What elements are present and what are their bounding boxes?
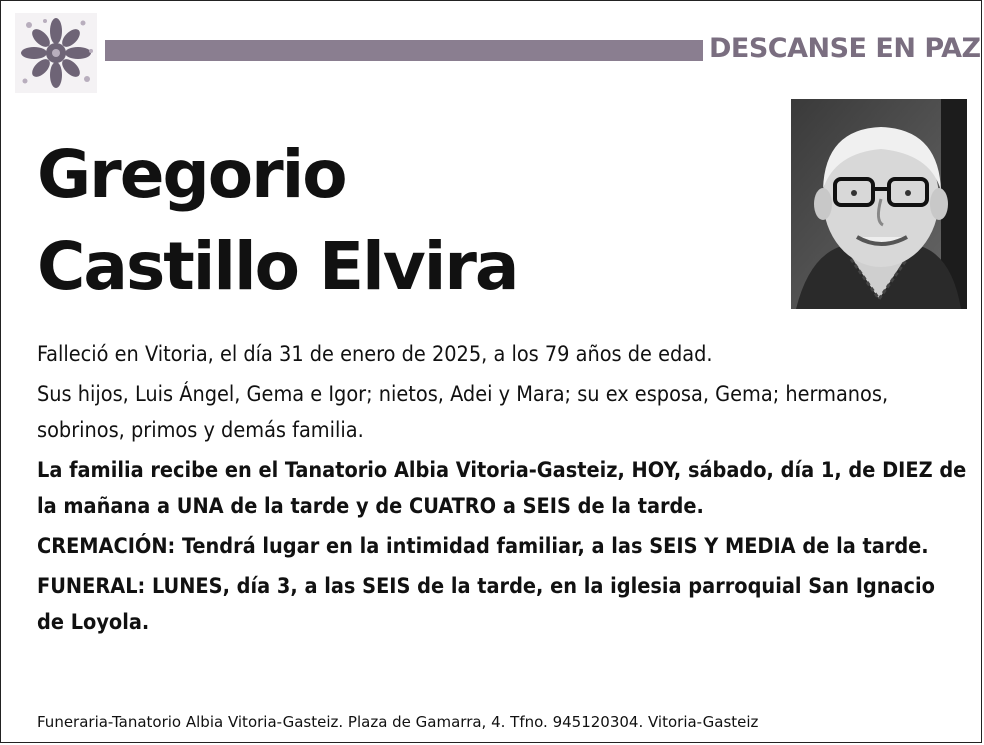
flower-icon [15, 13, 97, 93]
cremation-info: CREMACIÓN: Tendrá lugar en la intimidad familiar, a las SEIS Y MEDIA de la tarde. [37, 534, 929, 559]
death-notice: Falleció en Vitoria, el día 31 de enero de 2025, a los 79 años de edad. [37, 342, 713, 367]
funeral-info: FUNERAL: LUNES, día 3, a las SEIS de la tarde, en la iglesia parroquial San Ignacio de Loyola. [37, 574, 935, 635]
header-title: DESCANSE EN PAZ [709, 33, 981, 64]
header-band [105, 40, 703, 61]
wake-info: La familia recibe en el Tanatorio Albia Vitoria-Gasteiz, HOY, sábado, día 1, de DIEZ de la mañana a UNA de la tarde y de CUATRO a SEIS de la tarde. [37, 458, 967, 519]
portrait-photo [791, 99, 967, 309]
surnames: Castillo Elvira [37, 228, 518, 305]
family-list: Sus hijos, Luis Ángel, Gema e Igor; nietos, Adei y Mara; su ex esposa, Gema; hermanos, sobrinos, primos y demás familia. [37, 382, 889, 443]
funeral-home-footer: Funeraria-Tanatorio Albia Vitoria-Gasteiz. Plaza de Gamarra, 4. Tfno. 945120304. Vitoria-Gasteiz [37, 713, 759, 731]
deceased-name [37, 129, 517, 313]
first-name: Gregorio [37, 136, 346, 213]
obituary-body [37, 337, 967, 645]
